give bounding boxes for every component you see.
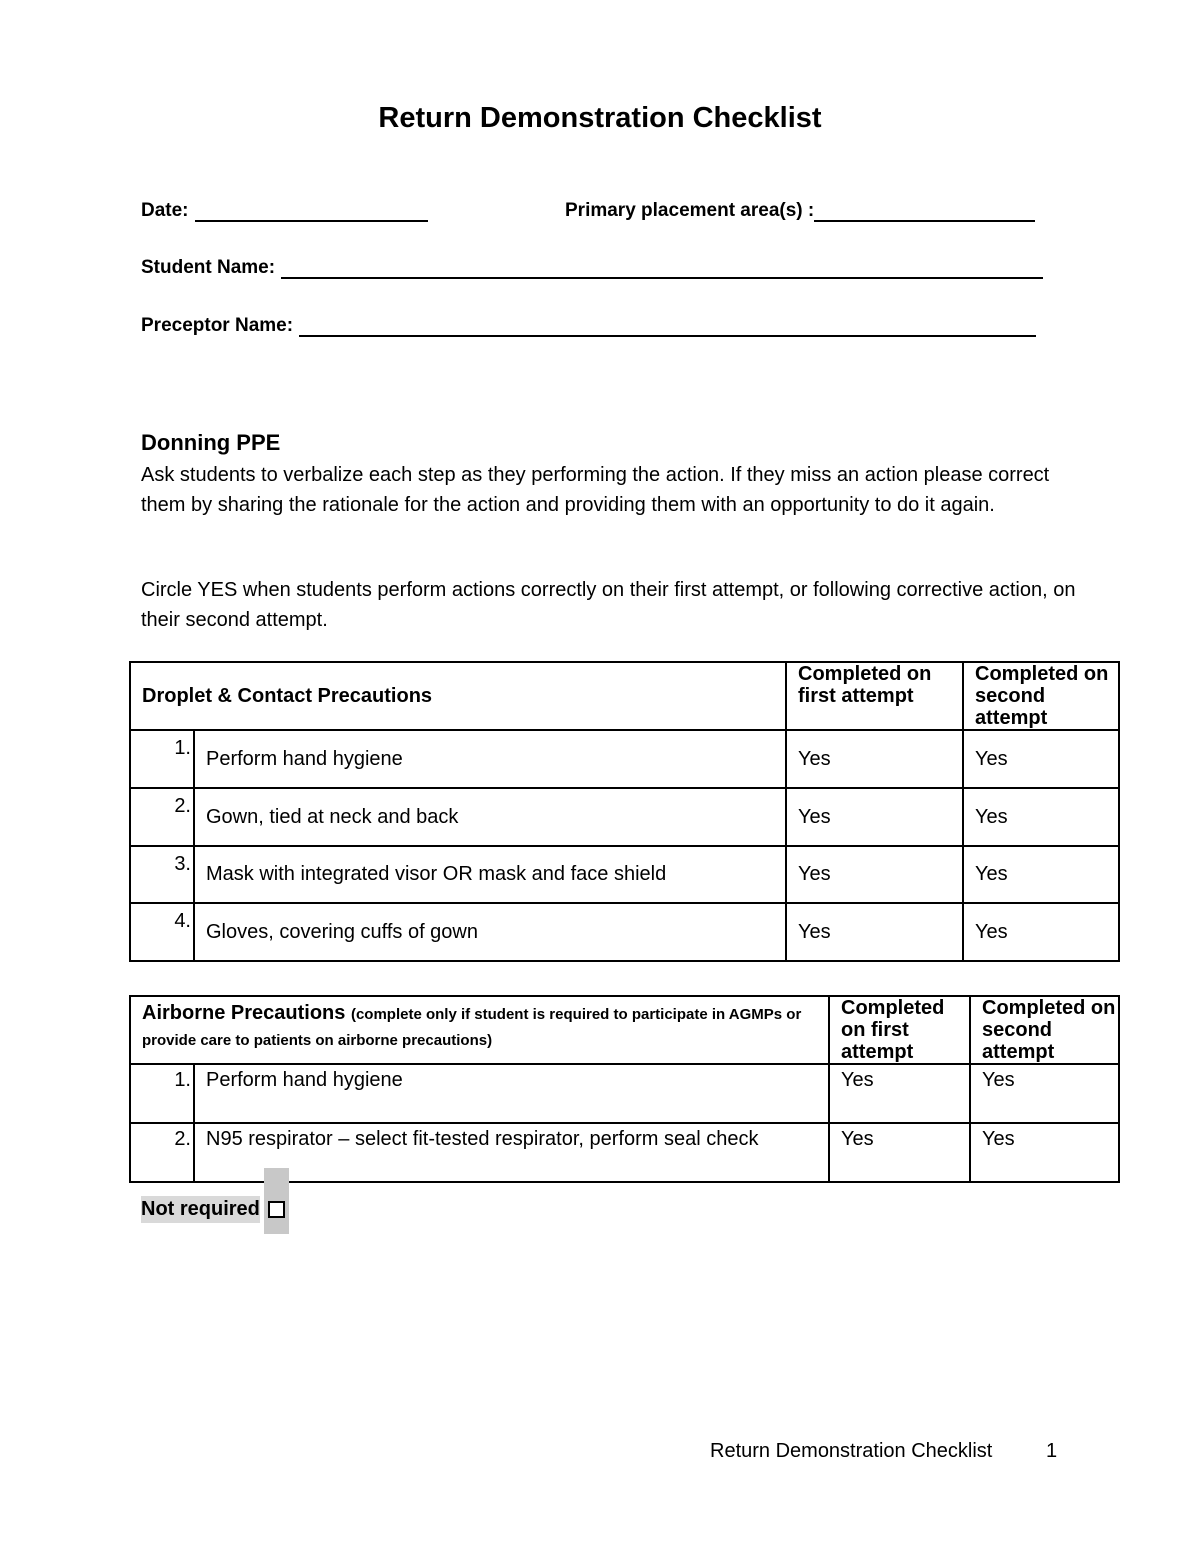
yes-first-attempt[interactable]: Yes xyxy=(786,846,963,903)
preceptor-name-field xyxy=(141,315,1036,337)
document-title: Return Demonstration Checklist xyxy=(378,102,822,134)
row-number: 4. xyxy=(130,903,194,961)
not-required-checkbox-container[interactable] xyxy=(264,1168,289,1234)
yes-second-attempt[interactable]: Yes xyxy=(963,903,1119,961)
row-number: 1. xyxy=(130,730,194,788)
yes-second-attempt[interactable]: Yes xyxy=(963,730,1119,788)
instruction-paragraph: Ask students to verbalize each step as they performing the action. If they miss an action please correct them by sharing the rationale for the action and providing them with an opportunity to do it again. xyxy=(141,464,1050,516)
student-name-label: Student Name: xyxy=(141,257,276,278)
checkbox-icon[interactable] xyxy=(268,1201,285,1218)
circle-yes-instruction: Circle YES when students perform actions correctly on their first attempt, or following corrective action, on their second attempt. xyxy=(141,579,1076,631)
table-title: Airborne Precautions xyxy=(142,1002,346,1024)
row-number: 2. xyxy=(130,1123,194,1182)
placement-input-line[interactable] xyxy=(814,202,1035,222)
yes-first-attempt[interactable]: Yes xyxy=(829,1123,970,1182)
column-header-first: Completed on first attempt xyxy=(829,996,970,1064)
droplet-contact-table xyxy=(129,661,1120,962)
row-action: Perform hand hygiene xyxy=(194,1064,829,1123)
date-label: Date: xyxy=(141,200,189,221)
yes-second-attempt[interactable]: Yes xyxy=(963,846,1119,903)
column-header-first: Completed on first attempt xyxy=(786,662,963,730)
yes-first-attempt[interactable]: Yes xyxy=(786,903,963,961)
table-row xyxy=(130,730,1119,788)
row-action: N95 respirator – select fit-tested respirator, perform seal check xyxy=(194,1123,829,1182)
table-row xyxy=(130,788,1119,846)
preceptor-name-input-line[interactable] xyxy=(299,317,1036,337)
yes-first-attempt[interactable]: Yes xyxy=(829,1064,970,1123)
row-number: 2. xyxy=(130,788,194,846)
table-header-row xyxy=(130,996,1119,1064)
not-required-option xyxy=(141,1184,289,1234)
airborne-table xyxy=(129,995,1120,1183)
table-header-row xyxy=(130,662,1119,730)
preceptor-name-label: Preceptor Name: xyxy=(141,315,294,336)
row-action: Mask with integrated visor OR mask and face shield xyxy=(194,846,786,903)
date-field xyxy=(141,200,428,222)
table-title-cell xyxy=(130,996,829,1064)
section-heading: Donning PPE xyxy=(141,430,281,455)
row-action: Gloves, covering cuffs of gown xyxy=(194,903,786,961)
table-subtitle: (complete only if student is required to participate in AGMPs or provide care to patients on airborne precautions) xyxy=(142,1006,802,1049)
table-row xyxy=(130,1064,1119,1123)
yes-first-attempt[interactable]: Yes xyxy=(786,730,963,788)
yes-second-attempt[interactable]: Yes xyxy=(963,788,1119,846)
row-number: 1. xyxy=(130,1064,194,1123)
date-input-line[interactable] xyxy=(195,202,428,222)
yes-second-attempt[interactable]: Yes xyxy=(970,1064,1119,1123)
not-required-label: Not required xyxy=(141,1196,260,1223)
table-row xyxy=(130,846,1119,903)
column-header-second: Completed on second attempt xyxy=(963,662,1119,730)
placement-label: Primary placement area(s) : xyxy=(565,200,815,221)
placement-field xyxy=(565,200,1035,222)
column-header-second: Completed on second attempt xyxy=(970,996,1119,1064)
footer-text: Return Demonstration Checklist xyxy=(710,1440,993,1462)
page-number: 1 xyxy=(1046,1440,1058,1462)
row-number: 3. xyxy=(130,846,194,903)
table-row xyxy=(130,903,1119,961)
student-name-field xyxy=(141,257,1043,279)
row-action: Gown, tied at neck and back xyxy=(194,788,786,846)
table-title: Droplet & Contact Precautions xyxy=(130,662,786,730)
yes-second-attempt[interactable]: Yes xyxy=(970,1123,1119,1182)
yes-first-attempt[interactable]: Yes xyxy=(786,788,963,846)
student-name-input-line[interactable] xyxy=(281,259,1043,279)
row-action: Perform hand hygiene xyxy=(194,730,786,788)
